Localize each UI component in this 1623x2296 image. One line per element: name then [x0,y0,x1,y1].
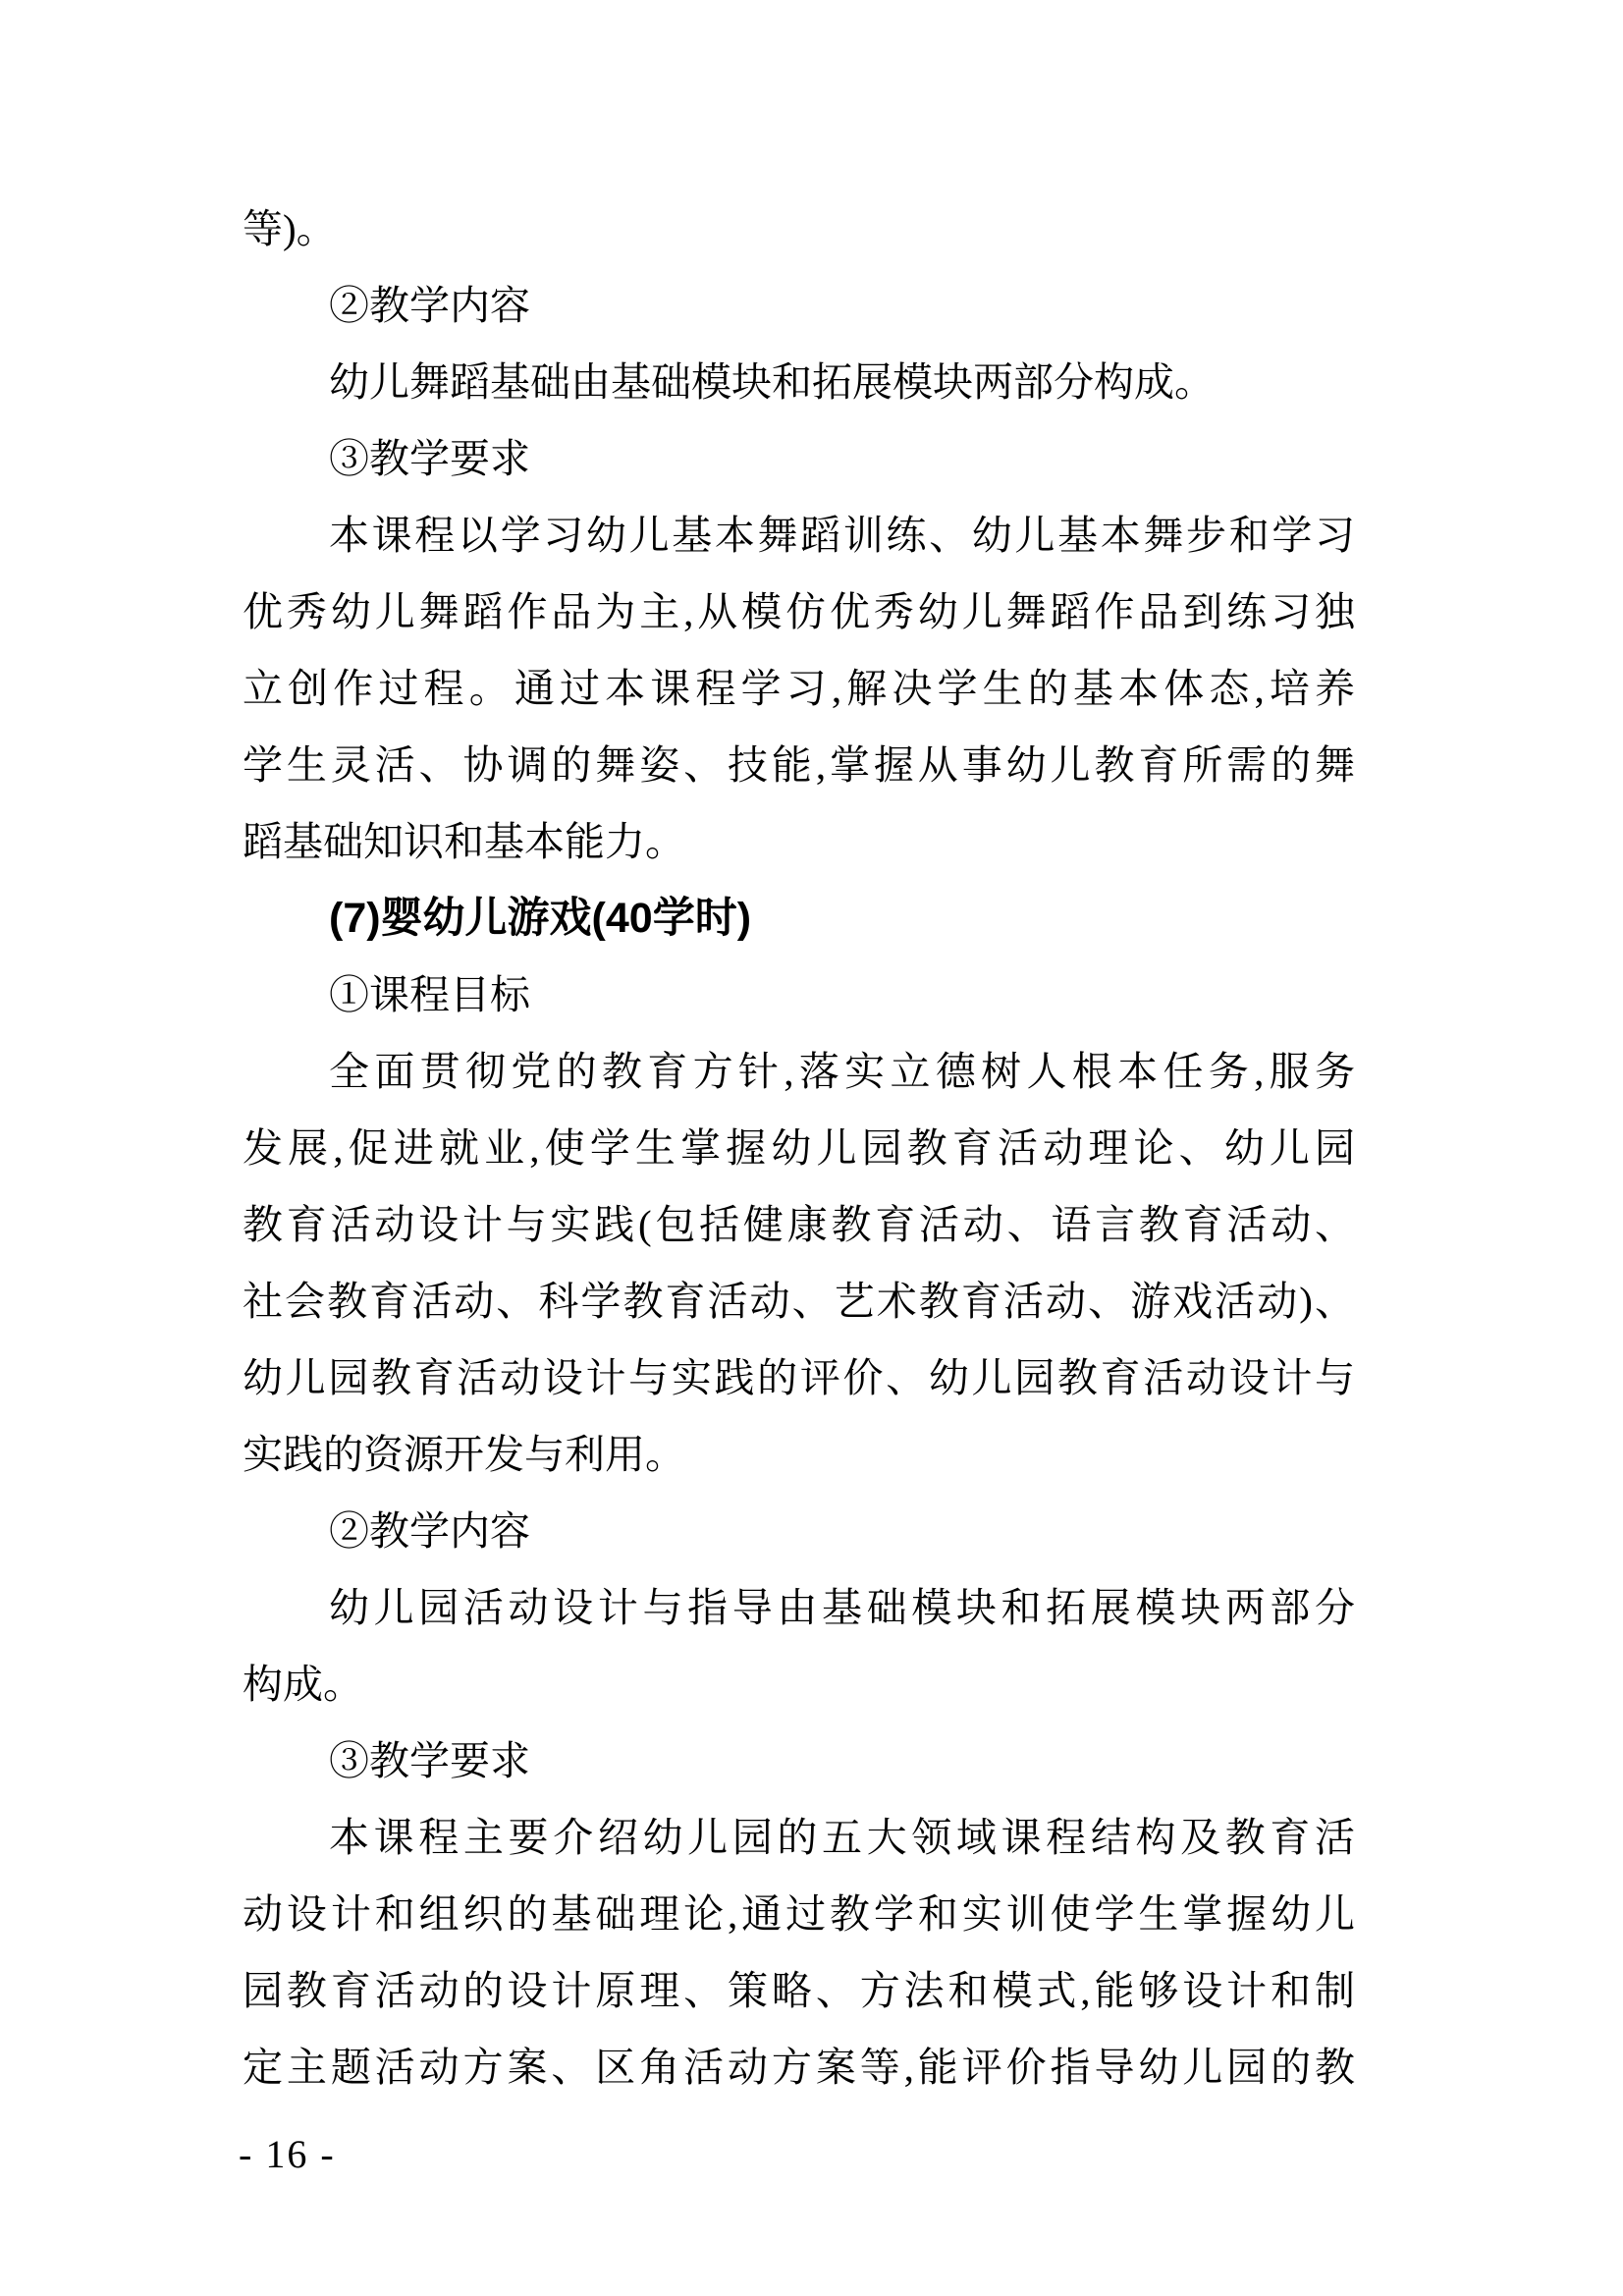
text-line: 教育活动设计与实践(包括健康教育活动、语言教育活动、 [243,1202,1355,1247]
text-line: 立创作过程。通过本课程学习,解决学生的基本体态,培养 [243,666,1355,711]
text-line: 本课程以学习幼儿基本舞蹈训练、幼儿基本舞步和学习 [329,513,1355,558]
text-line: ②教学内容 [329,283,530,328]
text-line: ③教学要求 [329,436,530,481]
text-line: ②教学内容 [329,1508,530,1554]
text-line: 实践的资源开发与利用。 [243,1432,685,1477]
text-line: 等)。 [243,206,337,251]
text-line: 幼儿舞蹈基础由基础模块和拓展模块两部分构成。 [329,359,1215,405]
page-number: - 16 - [239,2132,336,2176]
text-line: 优秀幼儿舞蹈作品为主,从模仿优秀幼儿舞蹈作品到练习独 [243,589,1355,634]
text-line: 本课程主要介绍幼儿园的五大领域课程结构及教育活 [329,1815,1355,1860]
heading-line: (7)婴幼儿游戏(40学时) [329,895,752,942]
text-line: 动设计和组织的基础理论,通过教学和实训使学生掌握幼儿 [243,1891,1355,1937]
text-line: 发展,促进就业,使学生掌握幼儿园教育活动理论、幼儿园 [243,1125,1355,1171]
text-line: ①课程目标 [329,972,530,1017]
text-line: 构成。 [243,1662,363,1707]
text-line: 幼儿园教育活动设计与实践的评价、幼儿园教育活动设计与 [243,1355,1355,1400]
text-line: 社会教育活动、科学教育活动、艺术教育活动、游戏活动)、 [243,1279,1355,1324]
text-line: 全面贯彻党的教育方针,落实立德树人根本任务,服务 [329,1049,1355,1094]
text-line: ③教学要求 [329,1738,530,1783]
text-line: 园教育活动的设计原理、策略、方法和模式,能够设计和制 [243,1968,1355,2013]
text-line: 学生灵活、协调的舞姿、技能,掌握从事幼儿教育所需的舞 [243,742,1355,788]
document-body [243,191,1355,2105]
text-line: 蹈基础知识和基本能力。 [243,819,685,864]
text-line: 定主题活动方案、区角活动方案等,能评价指导幼儿园的教 [243,2045,1355,2090]
text-line: 幼儿园活动设计与指导由基础模块和拓展模块两部分 [329,1585,1355,1630]
